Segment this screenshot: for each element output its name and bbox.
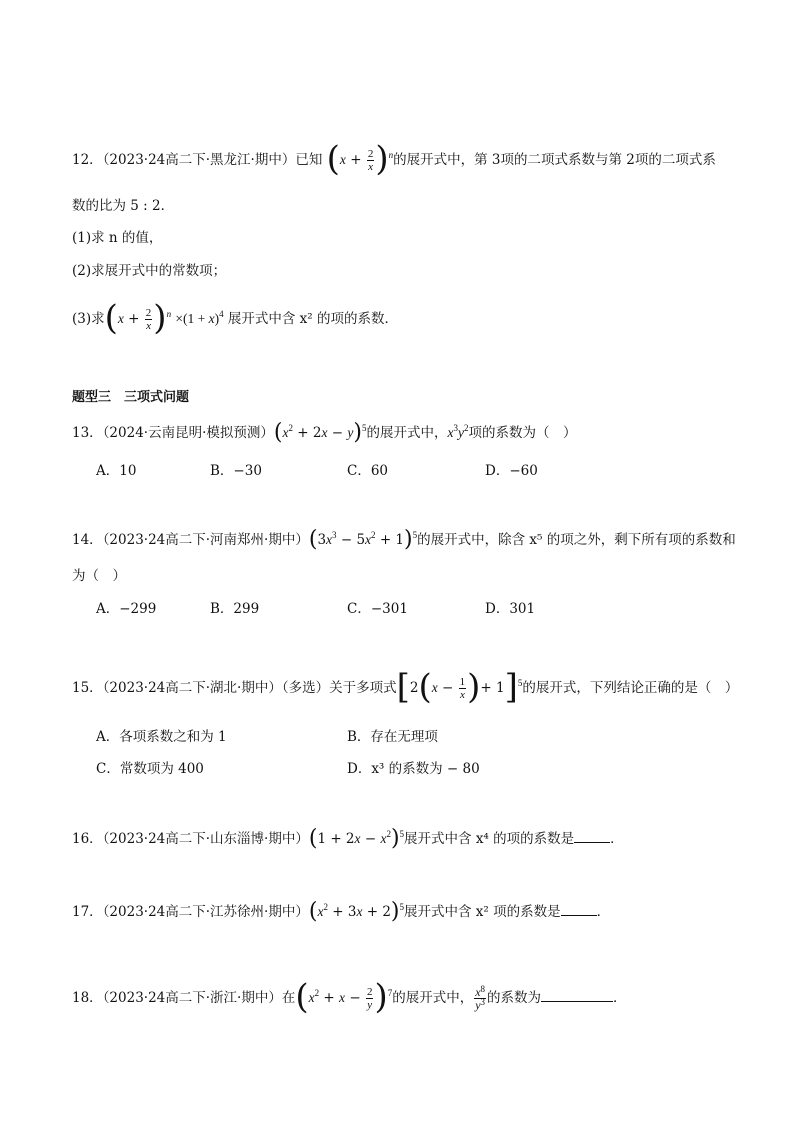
q17-number: 17． [72,904,103,920]
q16-text-b: 展开式中含 x⁴ 的项的系数是 [404,831,575,847]
q14-line1 [72,526,736,552]
q14-formula: $(3x^3 - 5x^2 + 1)^5$ [308,526,418,552]
q12-number: 12． [72,152,103,168]
q18-end: ． [613,990,627,1006]
q18-source: （2023·24高二下·浙江·期中） [102,990,282,1006]
q13-term: $x^3y^2$ [447,423,469,440]
q14-option-b[interactable]: B．299 [210,601,260,617]
q17-answer-blank[interactable] [561,901,597,916]
q13-formula: $(x^2 + 2x - y)^5$ [273,419,367,445]
q14-option-a[interactable]: A．−299 [96,601,157,617]
q15-line1 [72,666,739,707]
q12-formula: (x + $\frac{2}{x}$ )$^n$ [326,138,394,179]
q15-number: 15． [72,680,103,696]
q13-option-d[interactable]: D．−60 [485,463,538,479]
q16-line1 [72,825,624,851]
q16-number: 16． [72,831,103,847]
q14-option-c[interactable]: C．−301 [347,601,408,617]
q12-sub3-text: 展开式中含 x² 的项的系数． [227,311,398,327]
q18-text-c: 的系数为 [487,990,542,1006]
q13-option-b[interactable]: B．−30 [210,463,262,479]
q12-sub3 [72,297,398,338]
q14-option-d[interactable]: D．301 [485,601,536,617]
q12-source: （2023·24高二下·黑龙江·期中） [102,152,296,168]
q12-line1 [72,138,716,179]
q15-formula: [2(x − $\frac{1}{x}$ )+ 1]$^5$ [396,666,523,707]
q13-text-b: 的展开式中， [366,425,448,441]
q12-line2: 数的比为 5 : 2． [72,198,175,214]
q13-option-c[interactable]: C．60 [347,463,389,479]
q14-source: （2023·24高二下·河南郑州·期中） [102,532,309,548]
q15-source: （2023·24高二下·湖北·期中） [102,680,282,696]
q16-answer-blank[interactable] [574,828,610,843]
q18-formula: ($x^2 + x$ − $\frac{2}{y}$ )$^7$ [295,976,393,1017]
q13-source: （2024·云南昆明·模拟预测） [102,425,274,441]
q15-text-b: 的展开式，下列结论正确的是（ ） [522,680,739,696]
q18-term: $\frac{x^8}{y^3}$ [475,984,486,1012]
section-title: 题型三 三项式问题 [72,390,190,405]
q14-number: 14． [72,532,103,548]
q17-end: ． [596,904,611,920]
q12-text-b: 的展开式中，第 3项的二项式系数与第 2项的二项式系 [393,152,716,168]
q16-formula: $(1 + 2x - x^2)^5$ [308,825,405,851]
q18-text-a: 在 [281,990,296,1006]
q13-option-a[interactable]: A．10 [96,463,137,479]
q14-text-b: 的展开式中，除含 x⁵ 的项之外，剩下所有项的系数和 [417,532,736,548]
q18-line1 [72,976,627,1017]
q18-answer-blank[interactable] [541,987,613,1002]
q12-sub3-formula: (x + $\frac{2}{x}$ )$^n \times(1 + x)^4$ [104,297,224,338]
q18-text-b: 的展开式中， [392,990,474,1006]
q16-end: ． [610,831,624,847]
q13-number: 13． [72,425,103,441]
q17-source: （2023·24高二下·江苏徐州·期中） [102,904,309,920]
q15-option-b[interactable]: B．存在无理项 [347,729,438,745]
q12-sub2: (2)求展开式中的常数项； [72,263,227,279]
q12-sub1: (1)求 n 的值， [72,230,163,246]
q17-text-b: 展开式中含 x² 项的系数是 [404,904,561,920]
q15-option-c[interactable]: C．常数项为 400 [96,761,204,777]
q15-option-d[interactable]: D．x³ 的系数为 − 80 [347,761,480,777]
q15-text-a: （多选）关于多项式 [281,680,397,696]
q13-line1 [72,419,577,445]
q12-sub3-label: (3)求 [72,311,105,327]
q14-line2: 为（ ） [72,568,126,584]
q18-number: 18． [72,990,103,1006]
q17-formula: $(x^2 + 3x + 2)^5$ [308,898,405,924]
q16-source: （2023·24高二下·山东淄博·期中） [102,831,309,847]
q12-text-a: 已知 [295,152,323,168]
q13-text-c: 项的系数为（ ） [468,425,577,441]
q15-option-a[interactable]: A．各项系数之和为 1 [96,729,227,745]
q17-line1 [72,898,611,924]
